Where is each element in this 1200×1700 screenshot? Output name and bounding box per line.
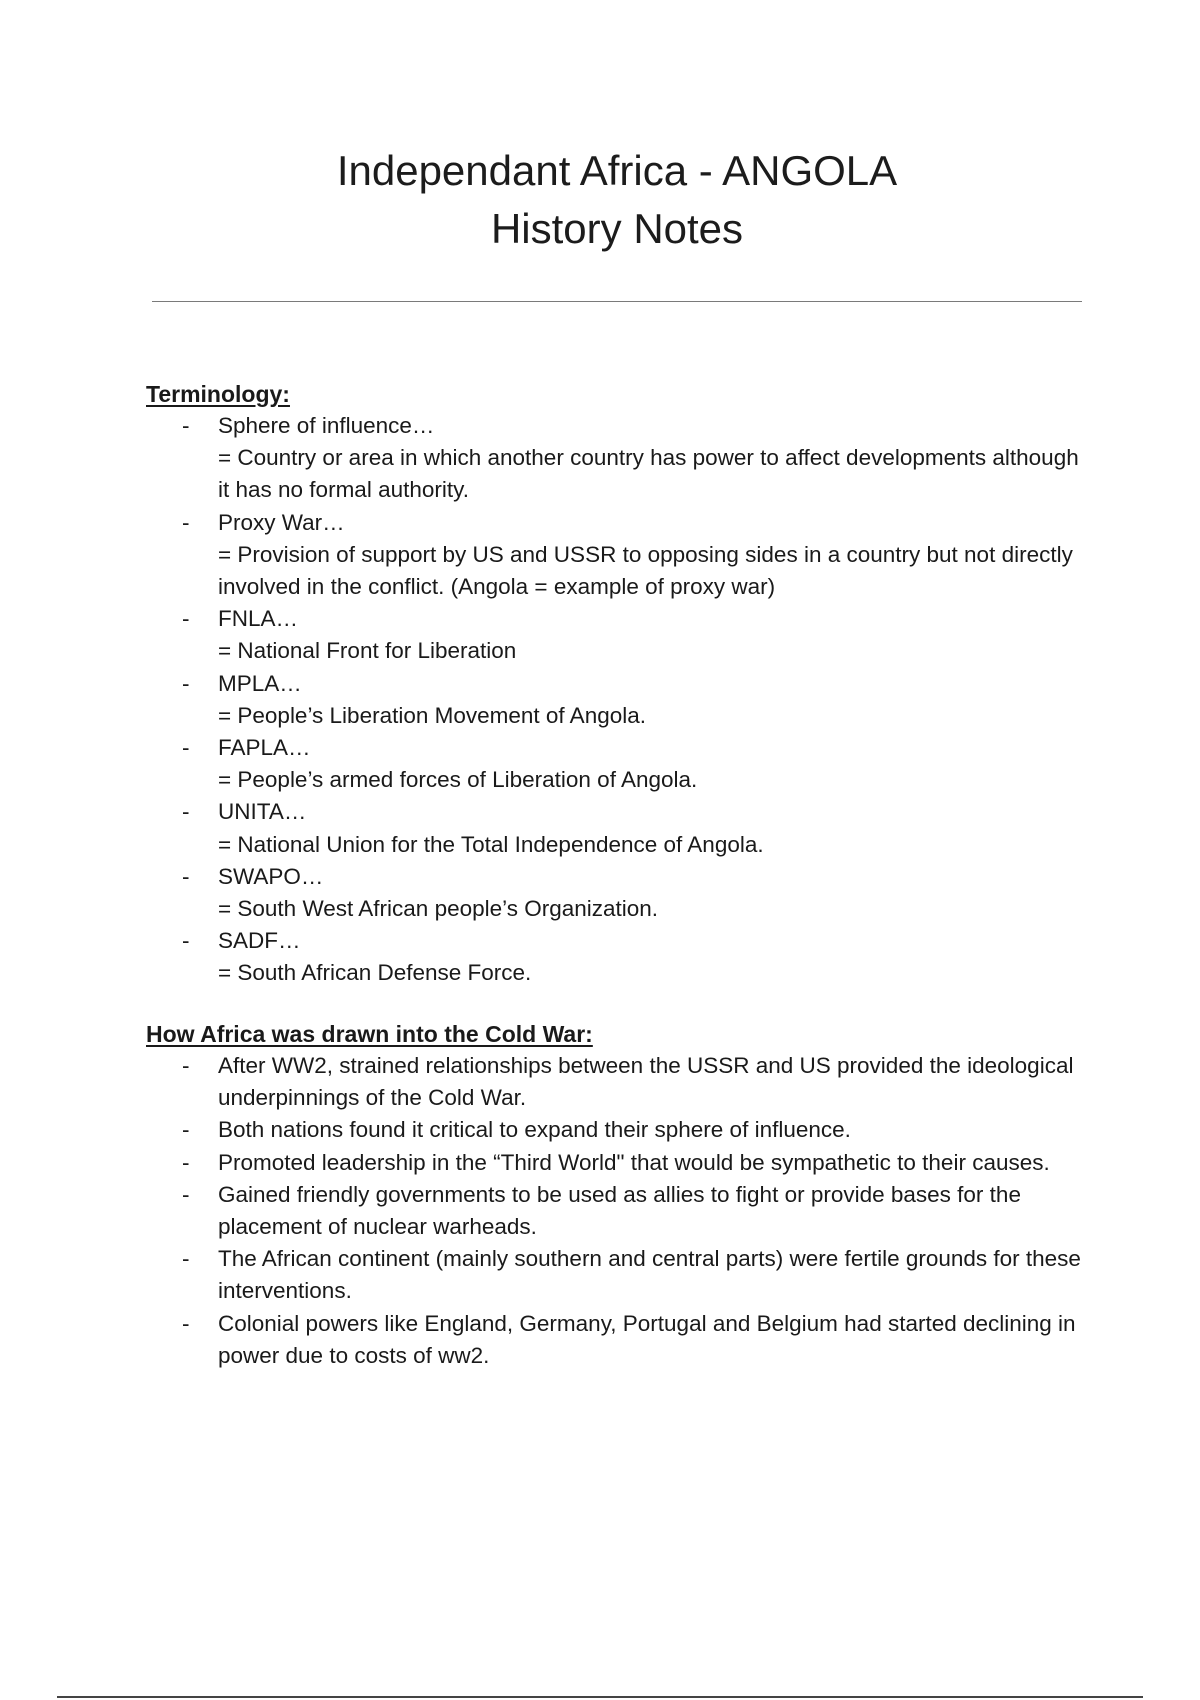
list-item [146,1114,1096,1146]
cold-war-list [146,1050,1096,1372]
terminology-list [146,410,1096,990]
document-title [0,142,1200,258]
term-definition: = South West African people’s Organization. [218,896,659,922]
bullet-dash: - [182,799,190,825]
list-item [146,925,1096,989]
term-definition: = National Front for Liberation [218,638,517,664]
term-name: FAPLA… [218,735,311,761]
bullet-dash: - [182,1053,190,1078]
list-item [146,668,1096,732]
title-line-sub: History Notes [490,205,744,252]
list-item [146,410,1096,507]
term-name: Proxy War… [218,509,345,535]
list-item-text: Both nations found it critical to expand their sphere of influence. [218,1117,851,1143]
bullet-dash: - [182,1149,190,1175]
term-name: Sphere of influence… [218,413,435,438]
term-name: UNITA… [218,799,307,825]
term-definition: = South African Defense Force. [218,960,532,986]
list-item-text: Promoted leadership in the “Third World" that would be sympathetic to their causes. [218,1149,1050,1175]
bullet-dash: - [182,413,190,438]
list-item-text: The African continent (mainly southern and central parts) were fertile grounds for these interventions. [218,1246,1081,1304]
list-item [146,796,1096,860]
cold-war-section [146,1018,1096,1372]
title-line-main: Independant Africa - ANGOLA [336,147,898,194]
bullet-dash: - [182,509,190,535]
cold-war-heading: How Africa was drawn into the Cold War: [146,1021,593,1047]
term-name: SADF… [218,928,301,954]
terminology-section [146,378,1096,990]
bullet-dash: - [182,928,190,954]
bullet-dash: - [182,1246,190,1272]
bullet-dash: - [182,1181,190,1207]
list-item [146,507,1096,604]
terminology-heading: Terminology: [146,381,290,407]
bullet-dash: - [182,1117,190,1143]
bullet-dash: - [182,735,190,761]
bullet-dash: - [182,670,190,696]
term-definition: = People’s Liberation Movement of Angola. [218,702,646,728]
bullet-dash: - [182,606,190,632]
term-definition: = National Union for the Total Independence of Angola. [218,831,764,857]
term-definition: = Country or area in which another country has power to affect developments although it has no formal authority. [218,445,1079,503]
bullet-dash: - [182,1310,190,1336]
term-name: SWAPO… [218,863,324,889]
bullet-dash: - [182,863,190,889]
term-name: FNLA… [218,606,299,632]
list-item-text: After WW2, strained relationships between the USSR and US provided the ideological underpinnings of the Cold War. [218,1053,1074,1111]
term-definition: = Provision of support by US and USSR to opposing sides in a country but not directly involved in the conflict. (Angola = example of proxy war) [218,541,1073,600]
term-name: MPLA… [218,670,302,696]
list-item-text: Gained friendly governments to be used as allies to fight or provide bases for the placement of nuclear warheads. [218,1181,1021,1240]
list-item-text: Colonial powers like England, Germany, Portugal and Belgium had started declining in power due to costs of ww2. [218,1310,1076,1368]
list-item [146,732,1096,796]
list-item [146,1179,1096,1243]
footer-divider [57,1696,1143,1698]
title-divider [152,301,1082,302]
list-item [146,1147,1096,1179]
list-item [146,1308,1096,1372]
list-item [146,1243,1096,1307]
list-item [146,603,1096,667]
term-definition: = People’s armed forces of Liberation of Angola. [218,767,698,793]
list-item [146,861,1096,925]
list-item [146,1050,1096,1114]
